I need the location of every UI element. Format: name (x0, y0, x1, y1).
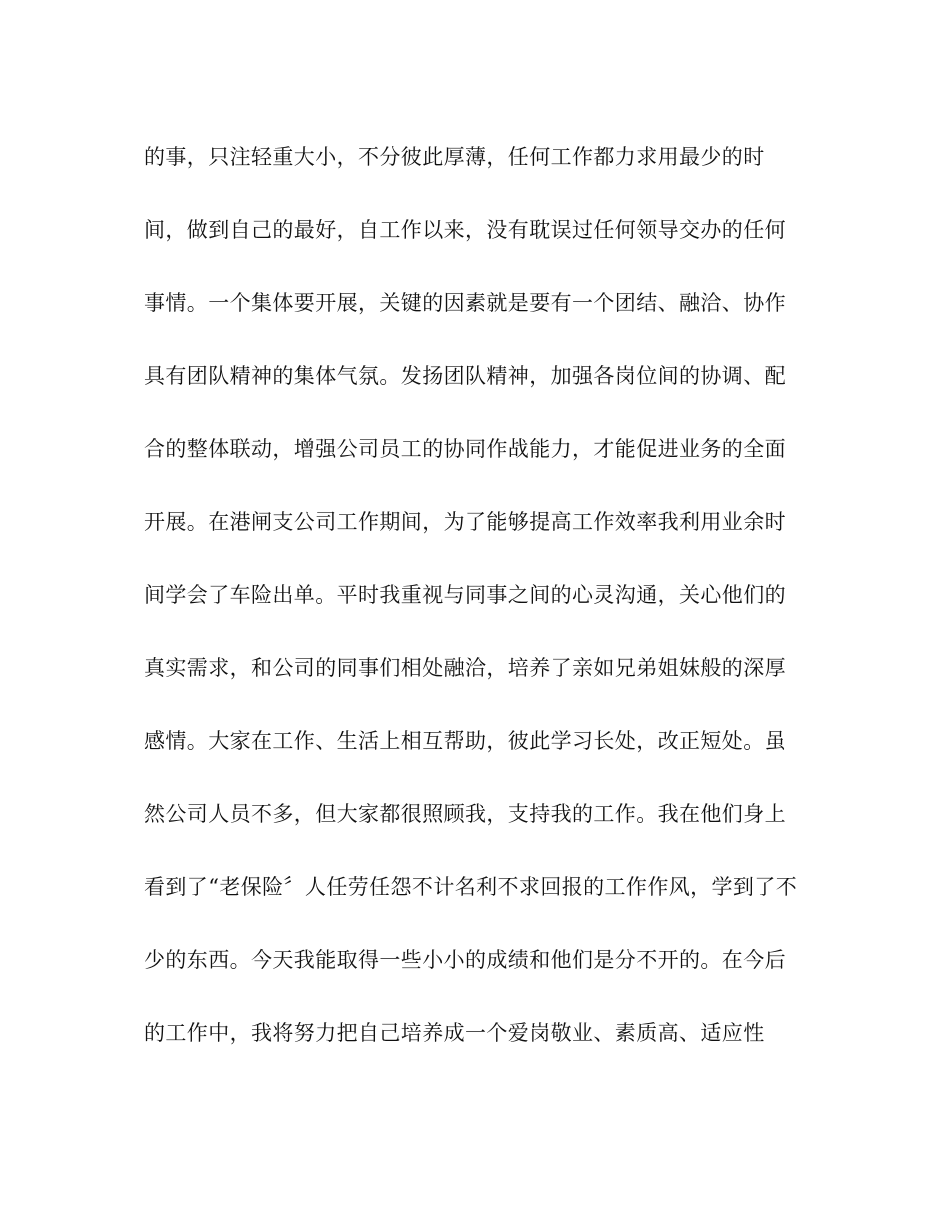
text-line: 真实需求，和公司的同事们相处融洽，培养了亲如兄弟姐妹般的深厚 (144, 656, 786, 680)
text-line: 具有团队精神的集体气氛。发扬团队精神，加强各岗位间的协调、配 (144, 364, 786, 388)
text-line: 的工作中，我将努力把自己培养成一个爱岗敬业、素质高、适应性 (144, 1021, 765, 1045)
text-line: 间，做到自己的最好，自工作以来，没有耽误过任何领导交办的任何 (144, 218, 786, 242)
text-line: 间学会了车险出单。平时我重视与同事之间的心灵沟通，关心他们的 (144, 583, 786, 607)
text-line: 的事，只注轻重大小，不分彼此厚薄，任何工作都力求用最少的时 (144, 145, 765, 169)
text-line: 事情。一个集体要开展，关键的因素就是要有一个团结、融洽、协作 (144, 291, 786, 315)
text-line: 看到了“老保险〞人任劳任怨不计名利不求回报的工作作风，学到了不 (144, 875, 798, 899)
text-line: 合的整体联动，增强公司员工的协同作战能力，才能促进业务的全面 (144, 437, 786, 461)
body-text (144, 136, 824, 1085)
text-line: 开展。在港闸支公司工作期间，为了能够提高工作效率我利用业余时 (144, 510, 786, 534)
text-line: 然公司人员不多，但大家都很照顾我，支持我的工作。我在他们身上 (144, 802, 786, 826)
text-line: 感情。大家在工作、生活上相互帮助，彼此学习长处，改正短处。虽 (144, 729, 786, 753)
text-line: 少的东西。今天我能取得一些小小的成绩和他们是分不开的。在今后 (144, 948, 786, 972)
